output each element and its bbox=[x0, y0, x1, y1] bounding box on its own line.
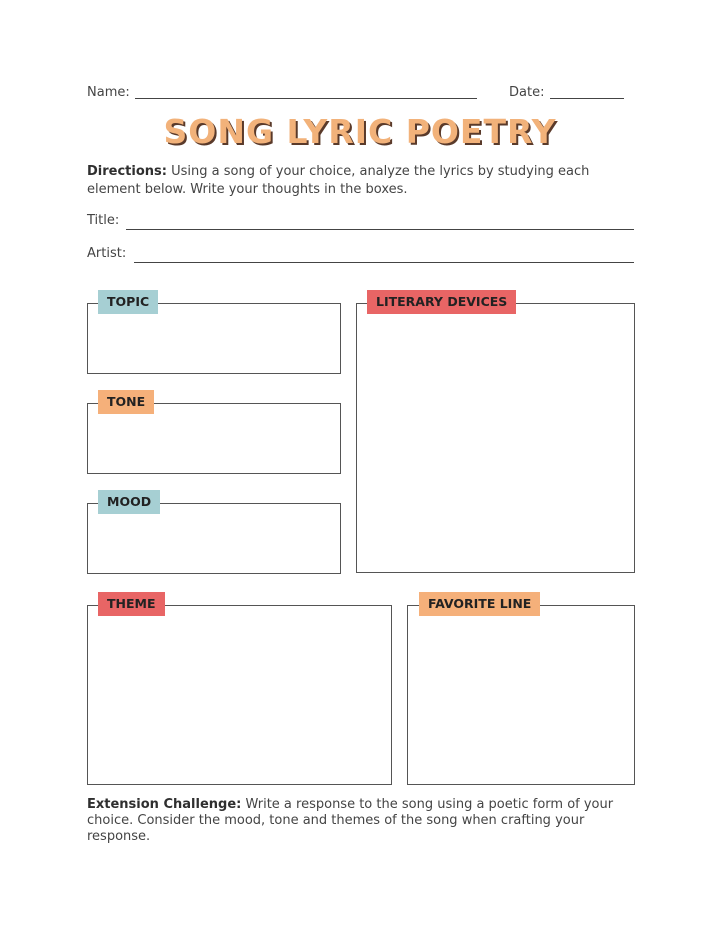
song-title-label: Title: bbox=[87, 213, 120, 228]
theme-tag: THEME bbox=[98, 592, 165, 616]
directions-body: Using a song of your choice, analyze the lyrics by studying each element below. Write your thoughts in the boxes. bbox=[87, 164, 590, 197]
directions-label: Directions: bbox=[87, 164, 167, 179]
tone-tag: TONE bbox=[98, 390, 154, 414]
mood-tag: MOOD bbox=[98, 490, 160, 514]
worksheet-title: SONG LYRIC POETRY bbox=[163, 112, 557, 151]
artist-field[interactable] bbox=[134, 262, 634, 263]
literary-devices-tag: LITERARY DEVICES bbox=[367, 290, 516, 314]
name-label: Name: bbox=[87, 85, 130, 100]
date-field[interactable] bbox=[550, 98, 624, 99]
theme-box[interactable] bbox=[87, 605, 392, 785]
topic-tag: TOPIC bbox=[98, 290, 158, 314]
extension-challenge-text bbox=[87, 797, 647, 845]
name-field[interactable] bbox=[135, 98, 477, 99]
favorite-line-tag: FAVORITE LINE bbox=[419, 592, 540, 616]
favorite-line-box[interactable] bbox=[407, 605, 635, 785]
date-label: Date: bbox=[509, 85, 545, 100]
song-title-field[interactable] bbox=[126, 229, 634, 230]
extension-label: Extension Challenge: bbox=[87, 797, 242, 812]
extension-body: Write a response to the song using a poetic form of your choice. Consider the mood, tone and themes of the song when crafting your response. bbox=[87, 797, 614, 844]
artist-label: Artist: bbox=[87, 246, 127, 261]
directions-text bbox=[87, 163, 637, 199]
literary-devices-box[interactable] bbox=[356, 303, 635, 573]
